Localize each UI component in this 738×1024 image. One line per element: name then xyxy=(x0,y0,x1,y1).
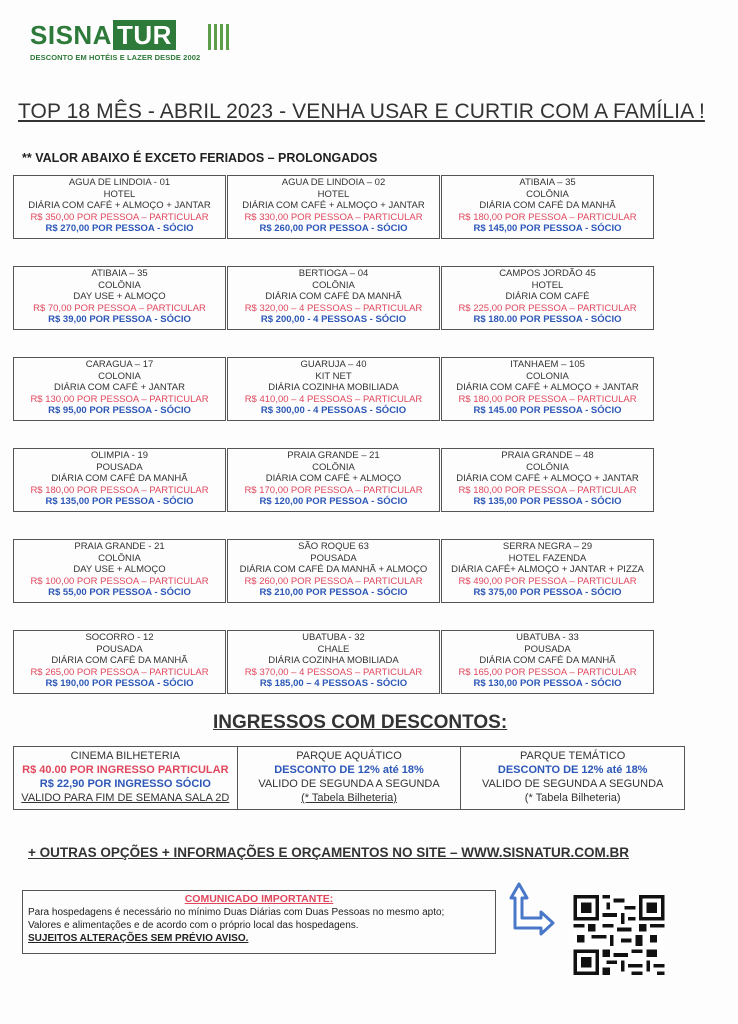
ticket-name: PARQUE AQUÁTICO xyxy=(296,750,402,762)
offer-card xyxy=(227,266,440,330)
offer-socio-price: R$ 300,00 - 4 PESSOAS - SÓCIO xyxy=(260,405,407,416)
offer-card xyxy=(13,266,226,330)
offer-socio-price: R$ 135,00 POR PESSOA - SÓCIO xyxy=(45,496,194,507)
more-info-link[interactable]: + OUTRAS OPÇÕES + INFORMAÇÕES E ORÇAMENTOS NO SITE – WWW.SISNATUR.COM.BR xyxy=(28,845,630,860)
notice-line: Para hospedagens é necessário no mínimo Duas Diárias com Duas Pessoas no mesmo apto; xyxy=(28,907,445,918)
offer-place: AGUA DE LINDOIA – 02 xyxy=(281,177,386,188)
ticket-particular-price: R$ 40.00 POR INGRESSO PARTICULAR xyxy=(22,764,229,776)
offer-type: COLONIA xyxy=(98,370,141,382)
offer-type: POUSADA xyxy=(96,643,143,655)
ticket-note: VALIDO PARA FIM DE SEMANA SALA 2D xyxy=(21,792,230,804)
offer-plan: DIÁRIA COM CAFÉ + ALMOÇO + JANTAR xyxy=(456,473,639,484)
offer-particular-price: R$ 370,00 – 4 PESSOAS – PARTICULAR xyxy=(244,666,423,678)
offer-type: HOTEL FAZENDA xyxy=(508,552,587,564)
logo-wordmark: SISNA TUR xyxy=(30,20,220,51)
ticket-aquatic-park xyxy=(237,747,461,809)
offer-particular-price: R$ 410,00 – 4 PESSOAS – PARTICULAR xyxy=(244,393,423,405)
ticket-valid: VALIDO DE SEGUNDA A SEGUNDA xyxy=(482,778,664,790)
tickets-table xyxy=(13,746,685,810)
brand-logo xyxy=(30,20,220,80)
offer-card xyxy=(441,266,654,330)
page-title: TOP 18 MÊS - ABRIL 2023 - VENHA USAR E CURTIR COM A FAMÍLIA ! xyxy=(18,100,705,123)
offer-plan: DIÁRIA COM CAFÉ DA MANHÃ + ALMOÇO xyxy=(239,564,428,575)
offers-row xyxy=(13,448,655,512)
ticket-discount: DESCONTO DE 12% até 18% xyxy=(497,764,648,776)
offer-place: CAMPOS JORDÃO 45 xyxy=(499,268,596,279)
offer-socio-price: R$ 135,00 POR PESSOA - SÓCIO xyxy=(473,496,622,507)
offer-plan: DAY USE + ALMOÇO xyxy=(73,291,166,302)
offer-socio-price: R$ 185,00 – 4 PESSOAS - SÓCIO xyxy=(259,678,408,689)
offer-socio-price: R$ 120,00 POR PESSOA - SÓCIO xyxy=(259,496,408,507)
offer-place: ATIBAIA – 35 xyxy=(91,268,148,279)
arrow-down-right-icon xyxy=(505,878,555,936)
offer-place: PRAIA GRANDE – 48 xyxy=(501,450,594,461)
offer-place: ATIBAIA – 35 xyxy=(519,177,576,188)
offer-particular-price: R$ 180,00 POR PESSOA – PARTICULAR xyxy=(458,393,637,405)
ticket-socio-price: R$ 22,90 POR INGRESSO SÓCIO xyxy=(39,778,211,790)
offer-socio-price: R$ 55,00 POR PESSOA - SÓCIO xyxy=(48,587,191,598)
offer-particular-price: R$ 260,00 POR PESSOA – PARTICULAR xyxy=(244,575,423,587)
offer-particular-price: R$ 180,00 POR PESSOA – PARTICULAR xyxy=(458,484,637,496)
offer-plan: DIÁRIA COM CAFÉ DA MANHÃ xyxy=(51,473,188,484)
offer-particular-price: R$ 180,00 POR PESSOA – PARTICULAR xyxy=(30,484,209,496)
offer-plan: DAY USE + ALMOÇO xyxy=(73,564,166,575)
offer-type: CHALE xyxy=(317,643,350,655)
offer-type: COLÔNIA xyxy=(312,461,355,473)
offer-plan: DIÁRIA COM CAFÉ xyxy=(505,291,590,302)
offer-particular-price: R$ 350,00 POR PESSOA – PARTICULAR xyxy=(30,211,209,223)
offer-particular-price: R$ 170,00 POR PESSOA – PARTICULAR xyxy=(244,484,423,496)
offer-place: CARAGUA – 17 xyxy=(85,359,154,370)
logo-bars xyxy=(208,24,238,50)
offer-place: BERTIOGA – 04 xyxy=(298,268,369,279)
offer-particular-price: R$ 130,00 POR PESSOA – PARTICULAR xyxy=(30,393,209,405)
offer-particular-price: R$ 165,00 POR PESSOA – PARTICULAR xyxy=(458,666,637,678)
offer-plan: DIÁRIA COM CAFÉ DA MANHÃ xyxy=(479,200,616,211)
offer-place: UBATUBA - 33 xyxy=(516,632,579,643)
offer-place: PRAIA GRANDE – 21 xyxy=(287,450,380,461)
offer-card xyxy=(13,539,226,603)
offer-card xyxy=(441,448,654,512)
offer-place: GUARUJA – 40 xyxy=(300,359,367,370)
offer-particular-price: R$ 225,00 POR PESSOA – PARTICULAR xyxy=(458,302,637,314)
offer-particular-price: R$ 180,00 POR PESSOA – PARTICULAR xyxy=(458,211,637,223)
offer-card xyxy=(441,175,654,239)
offer-card xyxy=(227,539,440,603)
offer-plan: DIÁRIA COM CAFÉ DA MANHÃ xyxy=(265,291,402,302)
offer-plan: DIÁRIA COM CAFÉ + ALMOÇO + JANTAR xyxy=(456,382,639,393)
offer-place: PRAIA GRANDE - 21 xyxy=(74,541,165,552)
logo-tagline: DESCONTO EM HOTÉIS E LAZER DESDE 2002 xyxy=(30,53,201,62)
offer-card xyxy=(227,175,440,239)
offer-particular-price: R$ 70,00 POR PESSOA – PARTICULAR xyxy=(33,302,206,314)
offer-type: COLÔNIA xyxy=(526,188,569,200)
notice-title: COMUNICADO IMPORTANTE: xyxy=(184,893,334,905)
ticket-theme-park xyxy=(460,747,684,809)
offer-type: POUSADA xyxy=(310,552,357,564)
offers-grid xyxy=(13,175,655,721)
offer-socio-price: R$ 200,00 - 4 PESSOAS - SÓCIO xyxy=(260,314,407,325)
ticket-cinema xyxy=(14,747,237,809)
offer-type: POUSADA xyxy=(524,643,571,655)
offer-particular-price: R$ 490,00 POR PESSOA – PARTICULAR xyxy=(458,575,637,587)
offer-place: ITANHAEM – 105 xyxy=(510,359,585,370)
offer-socio-price: R$ 375,00 POR PESSOA - SÓCIO xyxy=(473,587,622,598)
offer-plan: DIÁRIA COM CAFÉ DA MANHÃ xyxy=(51,655,188,666)
offer-socio-price: R$ 130,00 POR PESSOA - SÓCIO xyxy=(473,678,622,689)
offer-card xyxy=(13,630,226,694)
offer-type: COLÔNIA xyxy=(98,279,141,291)
offer-card xyxy=(441,357,654,421)
holiday-note: ** VALOR ABAIXO É EXCETO FERIADOS – PROLONGADOS xyxy=(22,151,378,165)
notice-line: Valores e alimentações e de acordo com o próprio local das hospedagens. xyxy=(28,920,359,931)
offer-socio-price: R$ 145,00 POR PESSOA - SÓCIO xyxy=(473,223,622,234)
notice-line: SUJEITOS ALTERAÇÕES SEM PRÉVIO AVISO. xyxy=(28,933,249,944)
offer-plan: DIÁRIA COZINHA MOBILIADA xyxy=(268,382,399,393)
offer-type: COLÔNIA xyxy=(312,279,355,291)
offer-plan: DIÁRIA COM CAFÉ + ALMOÇO + JANTAR xyxy=(242,200,425,211)
offer-plan: DIÁRIA COM CAFÉ + ALMOÇO + JANTAR xyxy=(28,200,211,211)
offer-socio-price: R$ 270,00 POR PESSOA - SÓCIO xyxy=(45,223,194,234)
offer-type: HOTEL xyxy=(531,279,564,291)
offer-plan: DIÁRIA COM CAFÉ DA MANHÃ xyxy=(479,655,616,666)
offer-plan: DIÁRIA CAFÉ+ ALMOÇO + JANTAR + PIZZA xyxy=(451,564,644,575)
ticket-discount: DESCONTO DE 12% até 18% xyxy=(274,764,424,776)
offer-socio-price: R$ 95,00 POR PESSOA - SÓCIO xyxy=(48,405,191,416)
offers-row xyxy=(13,266,655,330)
offer-place: SÃO ROQUE 63 xyxy=(298,541,369,552)
offer-card xyxy=(13,175,226,239)
offers-row xyxy=(13,630,655,694)
offer-particular-price: R$ 100,00 POR PESSOA – PARTICULAR xyxy=(30,575,209,587)
offer-plan: DIÁRIA COM CAFÉ + ALMOÇO xyxy=(265,473,402,484)
ticket-note: (* Tabela Bilheteria) xyxy=(524,792,621,804)
ticket-note: (* Tabela Bilheteria) xyxy=(301,792,397,804)
offers-row xyxy=(13,539,655,603)
offer-socio-price: R$ 145.00 POR PESSOA - SÓCIO xyxy=(473,405,622,416)
offer-card xyxy=(441,630,654,694)
ticket-name: CINEMA BILHETERIA xyxy=(70,750,181,762)
offer-place: UBATUBA - 32 xyxy=(302,632,365,643)
offer-place: AGUA DE LINDOIA - 01 xyxy=(68,177,171,188)
offer-type: HOTEL xyxy=(317,188,350,200)
offer-socio-price: R$ 180.00 POR PESSOA - SÓCIO xyxy=(473,314,622,325)
offer-type: COLÔNIA xyxy=(98,552,141,564)
offer-type: KIT NET xyxy=(315,370,352,382)
offer-place: SERRA NEGRA – 29 xyxy=(502,541,593,552)
offer-card xyxy=(227,630,440,694)
offer-socio-price: R$ 39,00 POR PESSOA - SÓCIO xyxy=(48,314,191,325)
offer-particular-price: R$ 330,00 POR PESSOA – PARTICULAR xyxy=(244,211,423,223)
offer-card xyxy=(13,357,226,421)
offer-card xyxy=(227,357,440,421)
offer-socio-price: R$ 190,00 POR PESSOA - SÓCIO xyxy=(45,678,194,689)
offer-place: SOCORRO - 12 xyxy=(85,632,154,643)
offers-row xyxy=(13,175,655,239)
tickets-title: INGRESSOS COM DESCONTOS: xyxy=(213,712,508,733)
offer-particular-price: R$ 320,00 – 4 PESSOAS – PARTICULAR xyxy=(244,302,423,314)
offer-plan: DIÁRIA COM CAFÉ + JANTAR xyxy=(54,382,185,393)
offer-particular-price: R$ 265,00 POR PESSOA – PARTICULAR xyxy=(30,666,209,678)
offer-socio-price: R$ 260,00 POR PESSOA - SÓCIO xyxy=(259,223,408,234)
offer-place: OLIMPIA - 19 xyxy=(90,450,149,461)
offer-type: HOTEL xyxy=(103,188,136,200)
offer-type: POUSADA xyxy=(96,461,143,473)
offers-row xyxy=(13,357,655,421)
offer-plan: DIÁRIA COZINHA MOBILIADA xyxy=(268,655,399,666)
offer-type: COLONIA xyxy=(526,370,569,382)
offer-card xyxy=(227,448,440,512)
important-notice xyxy=(22,890,496,954)
offer-socio-price: R$ 210,00 POR PESSOA - SÓCIO xyxy=(259,587,408,598)
offer-type: COLÔNIA xyxy=(526,461,569,473)
ticket-valid: VALIDO DE SEGUNDA A SEGUNDA xyxy=(258,778,440,790)
ticket-name: PARQUE TEMÁTICO xyxy=(520,750,626,762)
offer-card xyxy=(13,448,226,512)
offer-card xyxy=(441,539,654,603)
qr-code-icon[interactable] xyxy=(573,895,665,975)
